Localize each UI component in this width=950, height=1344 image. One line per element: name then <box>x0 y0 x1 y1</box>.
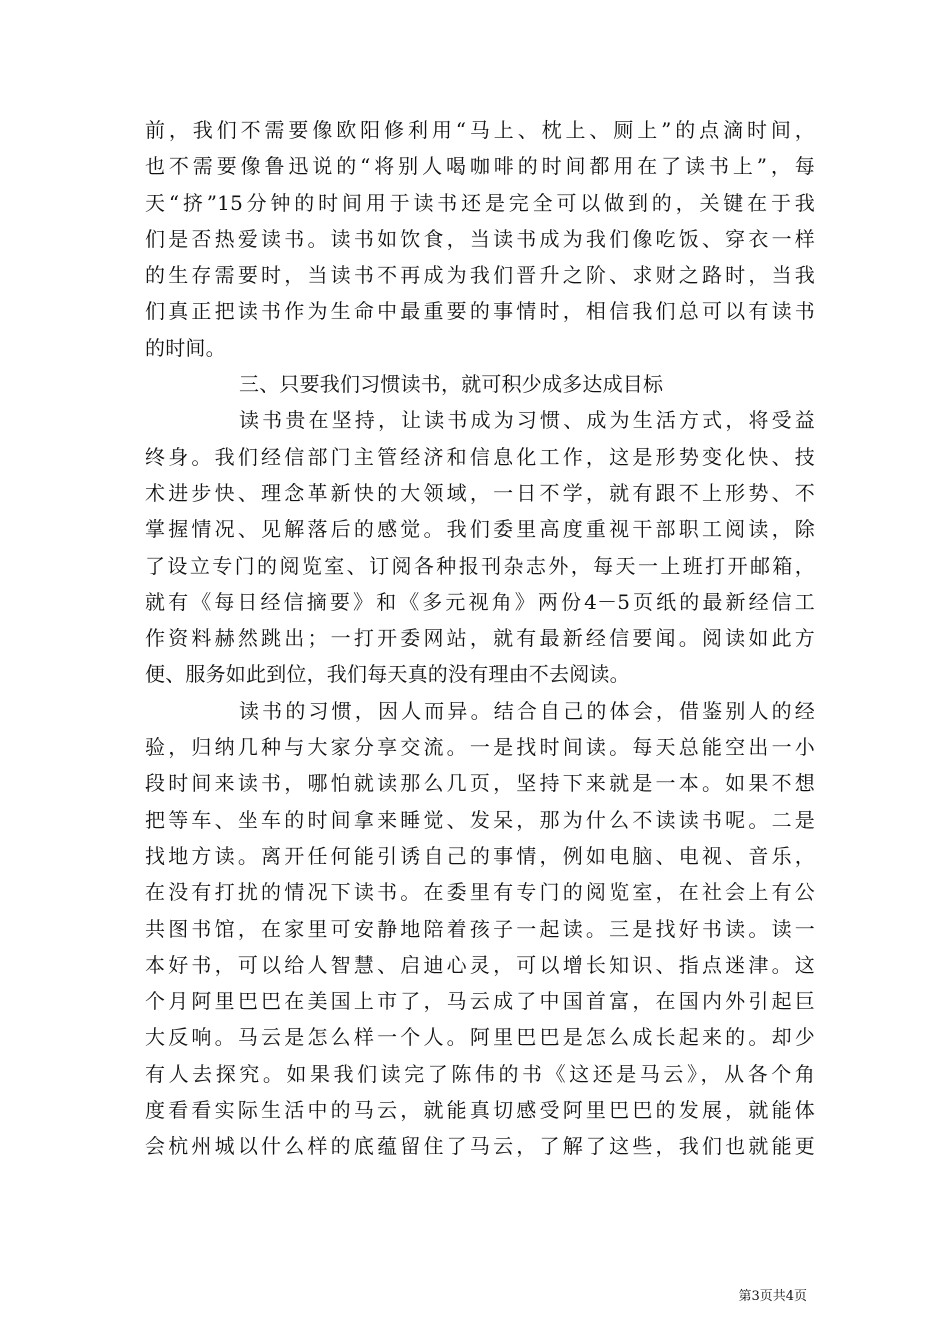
body-line: 本好书，可以给人智慧、启迪心灵，可以增长知识、指点迷津。这 <box>145 952 815 977</box>
body-line: 大反响。马云是怎么样一个人。阿里巴巴是怎么成长起来的。却少 <box>145 1025 815 1050</box>
body-line: 了设立专门的阅览室、订阅各种报刊杂志外，每天一上班打开邮箱， <box>145 553 815 578</box>
body-line: 终身。我们经信部门主管经济和信息化工作，这是形势变化快、技 <box>145 444 815 469</box>
body-line: 掌握情况、见解落后的感觉。我们委里高度重视干部职工阅读，除 <box>145 517 815 542</box>
body-line: 会杭州城以什么样的底蕴留住了马云，了解了这些，我们也就能更 <box>145 1134 815 1159</box>
body-line: 找地方读。离开任何能引诱自己的事情，例如电脑、电视、音乐， <box>145 843 815 868</box>
body-line: 天“挤”15分钟的时间用于读书还是完全可以做到的，关键在于我 <box>145 190 815 215</box>
body-line: 就有《每日经信摘要》和《多元视角》两份4－5页纸的最新经信工 <box>145 589 815 614</box>
body-line: 有人去探究。如果我们读完了陈伟的书《这还是马云》，从各个角 <box>145 1061 815 1086</box>
body-line: 的生存需要时，当读书不再成为我们晋升之阶、求财之路时，当我 <box>145 263 815 288</box>
body-line: 把等车、坐车的时间拿来睡觉、发呆，那为什么不读读书呢。二是 <box>145 807 815 832</box>
body-line: 便、服务如此到位，我们每天真的没有理由不去阅读。 <box>145 662 630 687</box>
body-line: 共图书馆，在家里可安静地陪着孩子一起读。三是找好书读。读一 <box>145 916 815 941</box>
page-number: 第3页共4页 <box>738 1289 807 1304</box>
body-line: 读书贵在坚持，让读书成为习惯、成为生活方式，将受益 <box>239 408 815 433</box>
body-line: 作资料赫然跳出；一打开委网站，就有最新经信要闻。阅读如此方 <box>145 626 815 651</box>
body-line: 度看看实际生活中的马云，就能真切感受阿里巴巴的发展，就能体 <box>145 1098 815 1123</box>
section-heading: 三、只要我们习惯读书，就可积少成多达成目标 <box>239 372 664 397</box>
body-line: 在没有打扰的情况下读书。在委里有专门的阅览室，在社会上有公 <box>145 880 815 905</box>
body-line: 验，归纳几种与大家分享交流。一是找时间读。每天总能空出一小 <box>145 735 815 760</box>
body-line: 段时间来读书，哪怕就读那么几页，坚持下来就是一本。如果不想 <box>145 771 815 796</box>
body-line: 也不需要像鲁迅说的“将别人喝咖啡的时间都用在了读书上”，每 <box>145 154 815 179</box>
body-line: 们真正把读书作为生命中最重要的事情时，相信我们总可以有读书 <box>145 299 815 324</box>
body-line: 个月阿里巴巴在美国上市了，马云成了中国首富，在国内外引起巨 <box>145 989 815 1014</box>
body-line: 前，我们不需要像欧阳修利用“马上、枕上、厕上”的点滴时间， <box>145 118 815 142</box>
body-line: 读书的习惯，因人而异。结合自己的体会，借鉴别人的经 <box>239 698 815 723</box>
body-line: 们是否热爱读书。读书如饮食，当读书成为我们像吃饭、穿衣一样 <box>145 226 815 251</box>
body-line: 的时间。 <box>145 335 226 360</box>
page-body <box>145 112 815 1165</box>
body-line: 术进步快、理念革新快的大领域，一日不学，就有跟不上形势、不 <box>145 480 815 505</box>
